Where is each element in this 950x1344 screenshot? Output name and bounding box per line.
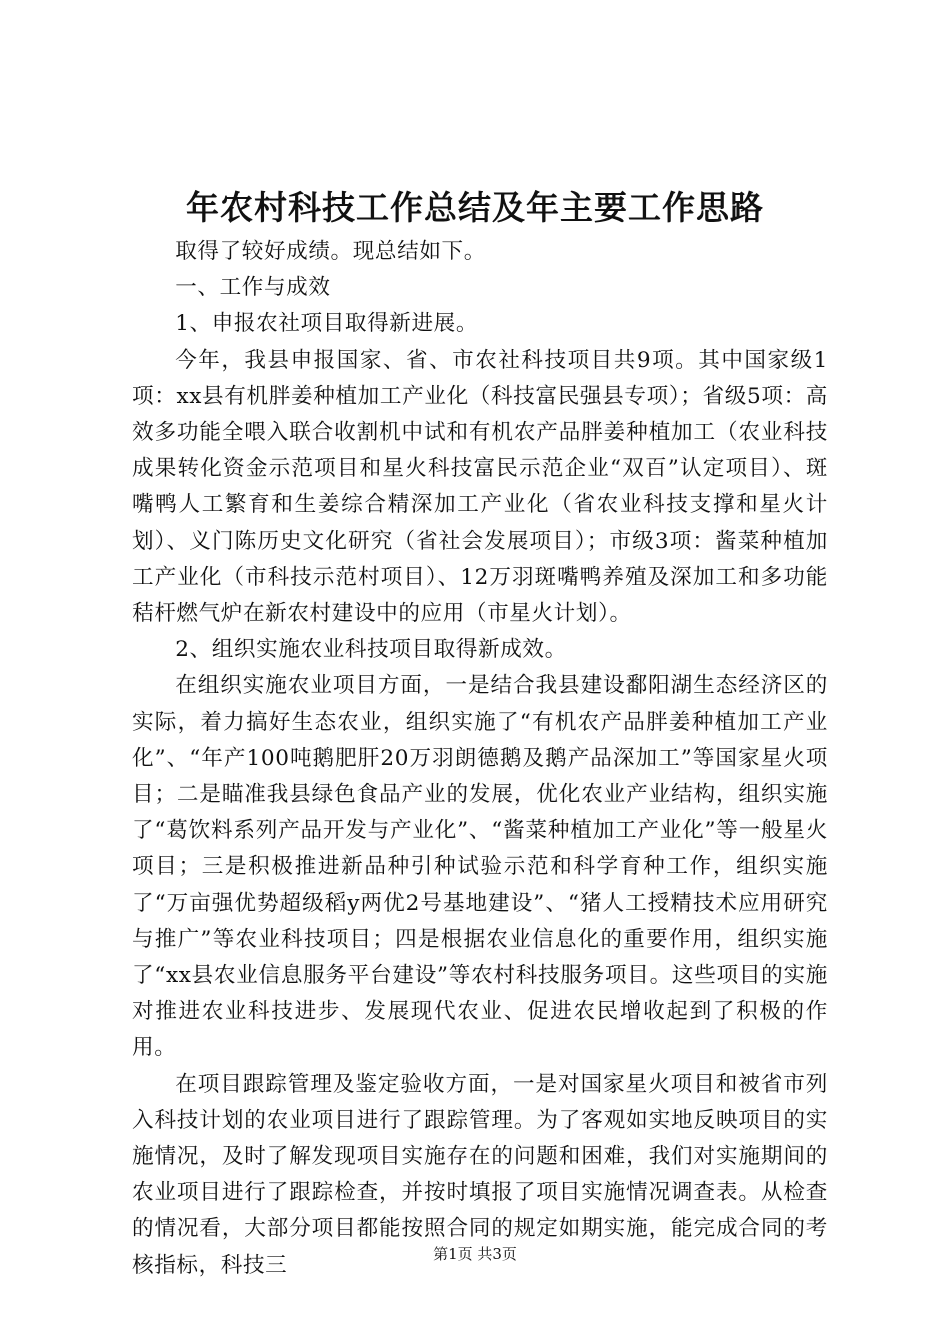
paragraph: 取得了较好成绩。现总结如下。 xyxy=(175,239,486,264)
paragraph: 在组织实施农业项目方面，一是结合我县建设鄱阳湖生态经济区的实际，着力搞好生态农业，组织实施了“有机农产品胖姜种植加工产业化”、“年产100吨鹅肥肝20万羽朗德鹅及鹅产品深加工”等国家星火项目；二是瞄准我县绿色食品产业的发展，优化农业产业结构，组织实施了“葛饮料系列产品开发与产业化”、“酱菜种植加工产业化”等一般星火项目；三是积极推进新品种引种试验示范和科学育种工作，组织实施了“万亩强优势超级稻y两优2号基地建设”、“猪人工授精技术应用研究与推广”等农业科技项目；四是根据农业信息化的重要作用，组织实施了“xx县农业信息服务平台建设”等农村科技服务项目。这些项目的实施对推进农业科技进步、发展现代农业、促进农民增收起到了积极的作用。 xyxy=(132,673,828,1061)
subsection-heading: 2、组织实施农业科技项目取得新成效。 xyxy=(175,637,567,663)
subsection-heading: 1、申报农社项目取得新进展。 xyxy=(175,311,479,337)
document-title: 年农村科技工作总结及年主要工作思路 xyxy=(186,188,764,227)
section-heading: 一、工作与成效 xyxy=(175,275,331,301)
paragraph: 在项目跟踪管理及鉴定验收方面，一是对国家星火项目和被省市列入科技计划的农业项目进行了跟踪管理。为了客观如实地反映项目的实施情况，及时了解发现项目实施存在的问题和困难，我们对实施期间的农业项目进行了跟踪检查，并按时填报了项目实施情况调查表。从检查的情况看，大部分项目都能按照合同的规定如期实施，能完成合同的考核指标，科技三 xyxy=(132,1071,828,1278)
document-body xyxy=(132,234,828,1284)
paragraph: 今年，我县申报国家、省、市农社科技项目共9项。其中国家级1项：xx县有机胖姜种植加工产业化（科技富民强县专项）；省级5项：高效多功能全喂入联合收割机中试和有机农产品胖姜种植加工（农业科技成果转化资金示范项目和星火科技富民示范企业“双百”认定项目）、斑嘴鸭人工繁育和生姜综合精深加工产业化（省农业科技支撑和星火计划）、义门陈历史文化研究（省社会发展项目）；市级3项：酱菜种植加工产业化（市科技示范村项目）、12万羽斑嘴鸭养殖及深加工和多功能秸杆燃气炉在新农村建设中的应用（市星火计划）。 xyxy=(132,347,828,627)
page-number: 第1页 共3页 xyxy=(433,1245,517,1263)
